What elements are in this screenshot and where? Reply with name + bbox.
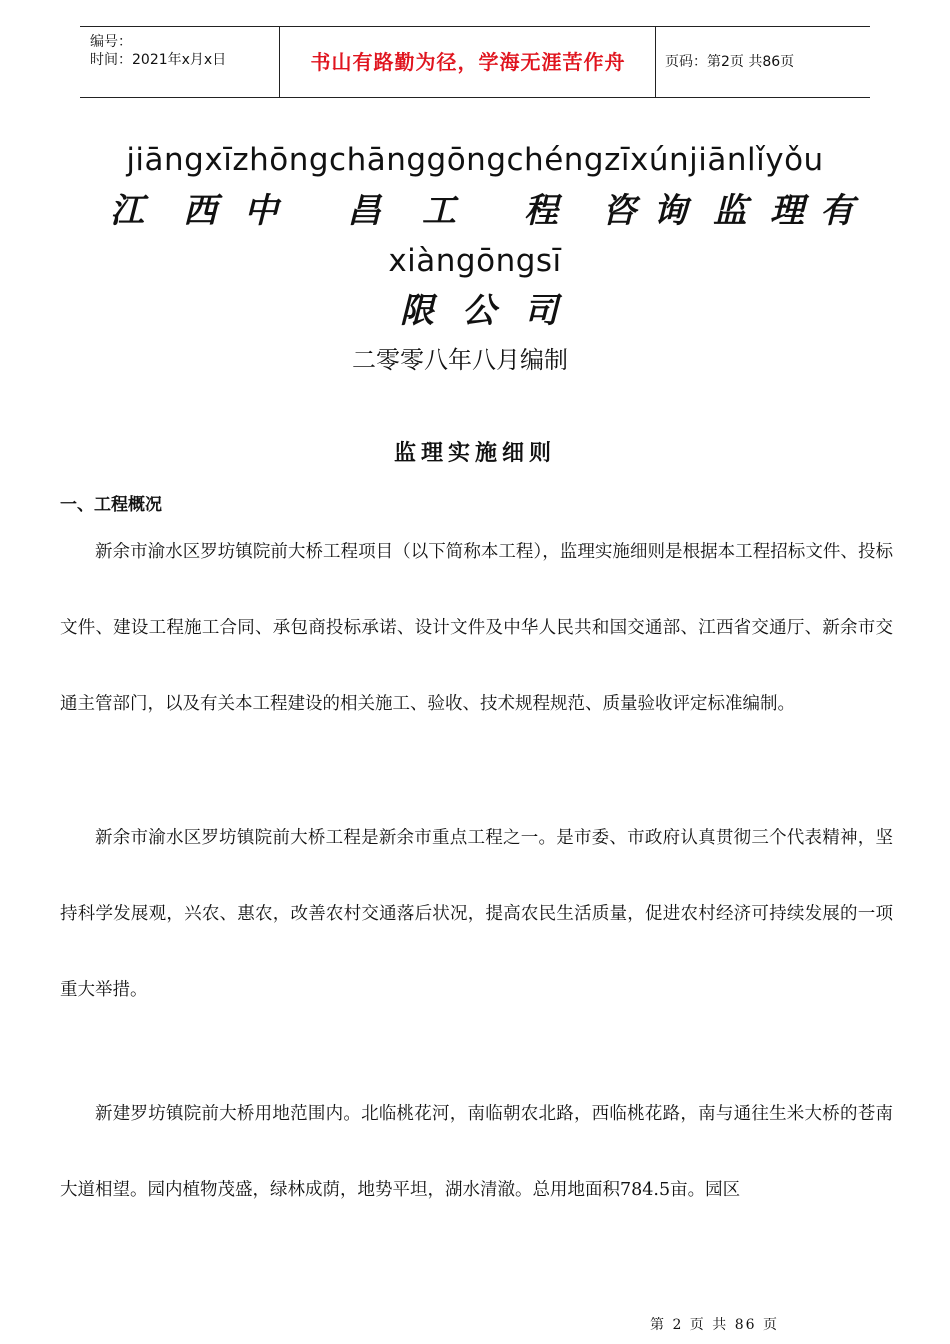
page-info: 页码：第2页 共86页 — [665, 54, 795, 70]
company-char: 程 — [524, 191, 558, 231]
company-pinyin-line2: xiàngōngsī — [388, 243, 562, 279]
company-char: 询 — [653, 191, 687, 231]
time-label: 时间：2021年x月x日 — [90, 52, 227, 68]
company-char: 西 — [183, 191, 217, 231]
company-char: 监 — [713, 191, 747, 231]
compile-date: 二零零八年八月编制 — [352, 346, 568, 374]
company-char: 中 — [244, 191, 278, 231]
document-title: 监理实施细则 — [393, 440, 556, 466]
company-char: 司 — [524, 291, 558, 331]
motto-text: 书山有路勤为径，学海无涯苦作舟 — [281, 27, 656, 97]
company-pinyin-line1: jiāngxīzhōngchānggōngchéngzīxúnjiānlǐyǒu — [126, 142, 824, 178]
page-footer: 第 2 页 共 86 页 — [650, 1317, 779, 1333]
company-char: 有 — [820, 191, 854, 231]
body-paragraph: 新余市渝水区罗坊镇院前大桥工程是新余市重点工程之一。是市委、市政府认真贯彻三个代表精神，坚持科学发展观，兴农、惠农，改善农村交通落后状况，提高农民生活质量，促进农村经济可持续发展的一项重大举措。 — [60, 828, 893, 1000]
company-char: 工 — [422, 191, 456, 231]
company-char: 限 — [400, 291, 434, 331]
body-paragraph: 新余市渝水区罗坊镇院前大桥工程项目（以下简称本工程），监理实施细则是根据本工程招标文件、投标文件、建设工程施工合同、承包商投标承诺、设计文件及中华人民共和国交通部、江西省交通厅、新余市交通主管部门，以及有关本工程建设的相关施工、验收、技术规程规范、质量验收评定标准编制。 — [60, 542, 893, 714]
header-meta-cell — [80, 27, 280, 97]
body-paragraph: 新建罗坊镇院前大桥用地范围内。北临桃花河，南临朝农北路，西临桃花路，南与通往生米大桥的苍南大道相望。园内植物茂盛，绿林成荫，地势平坦，湖水清澈。总用地面积784.5亩。园区 — [60, 1104, 893, 1200]
number-label: 编号： — [90, 34, 132, 50]
company-char: 昌 — [347, 191, 381, 231]
company-char: 公 — [462, 291, 496, 331]
header-table — [80, 26, 870, 98]
section-heading: 一、工程概况 — [60, 495, 162, 515]
company-char: 江 — [110, 191, 144, 231]
company-char: 理 — [770, 191, 804, 231]
company-char: 咨 — [602, 191, 636, 231]
